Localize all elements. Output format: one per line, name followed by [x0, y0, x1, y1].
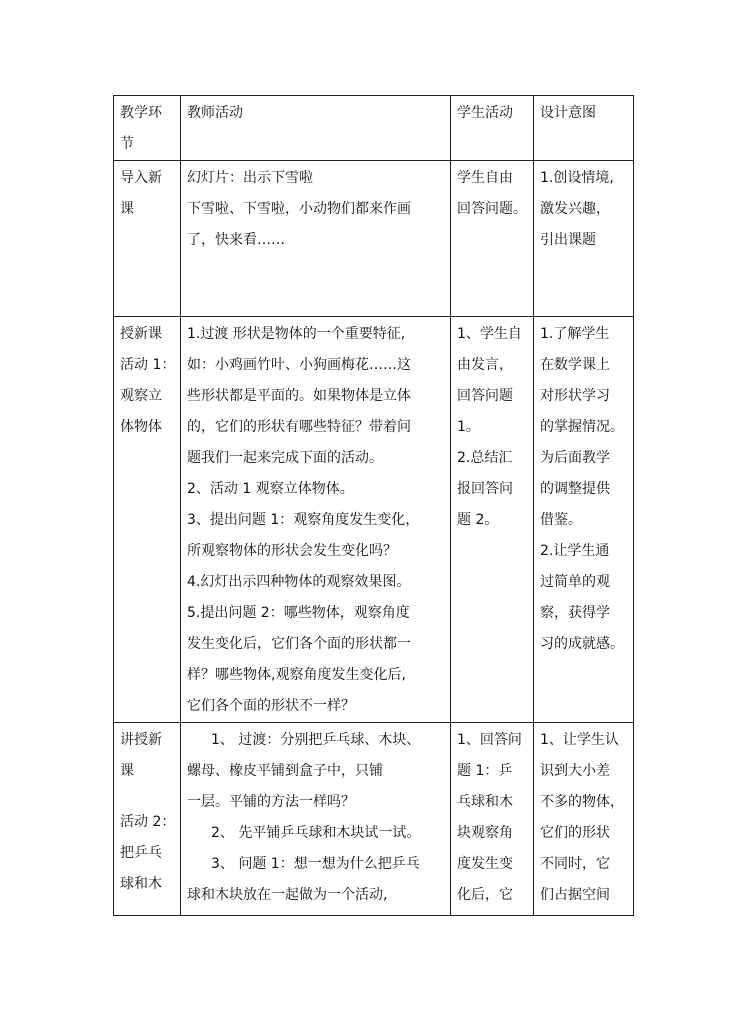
- cell-line: 球和木: [120, 876, 162, 892]
- cell-line: 1.过渡 形状是物体的一个重要特征,: [187, 326, 406, 342]
- cell-line: 2、 先平铺乒乓球和木块试一试。: [211, 825, 421, 841]
- cell-line: 样？哪些物体,观察角度发生变化后,: [187, 667, 406, 683]
- table-row: [114, 723, 634, 916]
- cell-line: 的调整提供: [540, 481, 610, 497]
- cell-line: 1、回答问: [457, 732, 522, 748]
- cell-line: 它们的形状: [540, 825, 610, 841]
- cell-line: 1、学生自: [457, 326, 522, 342]
- cell-line: 借鉴。: [540, 512, 582, 528]
- cell-line: 了，快来看……: [187, 232, 285, 248]
- cell-line: 球和木块放在一起做为一个活动,: [187, 887, 388, 903]
- table-row: [114, 161, 634, 317]
- student-cell: [451, 723, 534, 916]
- cell-line: 一层。平铺的方法一样吗？: [187, 794, 355, 810]
- cell-line: 螺母、橡皮平铺到盒子中，只铺: [187, 763, 383, 779]
- header-stage-cell: [114, 96, 181, 161]
- cell-line: 幻灯片：出示下雪啦: [187, 170, 313, 186]
- cell-line: 活动 2：: [120, 814, 176, 830]
- intent-cell: [534, 317, 634, 723]
- stage-cell: [114, 723, 181, 916]
- student-cell: [451, 317, 534, 723]
- cell-line: 下雪啦、下雪啦，小动物们都来作画: [187, 201, 411, 217]
- cell-line: 1、让学生认: [540, 732, 619, 748]
- cell-line: 体物体: [120, 419, 162, 435]
- cell-line: 激发兴趣，: [540, 201, 610, 217]
- table-row: [114, 317, 634, 723]
- cell-line: 观察立: [120, 388, 162, 404]
- cell-line: 报回答问: [457, 481, 513, 497]
- header-teacher-cell: [181, 96, 451, 161]
- cell-line: 的掌握情况。: [540, 419, 624, 435]
- cell-line: 在数学课上: [540, 357, 610, 373]
- header-intent-label: 设计意图: [540, 105, 596, 121]
- header-intent-cell: [534, 96, 634, 161]
- teacher-cell: [181, 317, 451, 723]
- cell-line: 导入新: [120, 170, 162, 186]
- cell-line: 4.幻灯出示四种物体的观察效果图。: [187, 574, 411, 590]
- cell-line: 对形状学习: [540, 388, 610, 404]
- cell-line: 1、 过渡：分别把乒乓球、木块、: [211, 732, 421, 748]
- header-student-cell: [451, 96, 534, 161]
- cell-line: 不多的物体，: [540, 794, 624, 810]
- cell-line: 教学环: [120, 105, 162, 121]
- cell-line: 过简单的观: [540, 574, 610, 590]
- intent-cell: [534, 723, 634, 916]
- cell-line: 课: [120, 763, 134, 779]
- cell-line: 讲授新: [120, 732, 162, 748]
- cell-line: 回答问题: [457, 388, 513, 404]
- cell-line: 习的成就感。: [540, 636, 624, 652]
- cell-line: 度发生变: [457, 856, 513, 872]
- cell-line: 题我们一起来完成下面的活动。: [187, 450, 383, 466]
- cell-line: 些形状都是平面的。如果物体是立体: [187, 388, 411, 404]
- cell-line: 1.了解学生: [540, 326, 610, 342]
- cell-line: 为后面教学: [540, 450, 610, 466]
- header-student-label: 学生活动: [457, 105, 513, 121]
- student-cell: [451, 161, 534, 317]
- teacher-cell: [181, 723, 451, 916]
- cell-line: 2、活动 1 观察立体物体。: [187, 481, 354, 497]
- intent-cell: [534, 161, 634, 317]
- cell-gap: [120, 787, 176, 807]
- cell-line: 如：小鸡画竹叶、小狗画梅花……这: [187, 357, 411, 373]
- cell-line: 3、提出问题 1：观察角度发生变化，: [187, 512, 420, 528]
- stage-cell: [114, 317, 181, 723]
- cell-line: 引出课题: [540, 232, 596, 248]
- cell-line: 活动 1：: [120, 357, 176, 373]
- stage-cell: [114, 161, 181, 317]
- header-teacher-label: 教师活动: [187, 105, 243, 121]
- cell-line: 1.创设情境,: [540, 170, 614, 186]
- cell-line: 识到大小差: [540, 763, 610, 779]
- lesson-plan-table: [113, 95, 634, 916]
- cell-line: 2.总结汇: [457, 450, 513, 466]
- cell-line: 察，获得学: [540, 605, 610, 621]
- cell-line: 不同时，它: [540, 856, 610, 872]
- cell-line: 乓球和木: [457, 794, 513, 810]
- header-row: [114, 96, 634, 161]
- cell-line: 题 2。: [457, 512, 499, 528]
- cell-line: 2.让学生通: [540, 543, 610, 559]
- cell-line: 学生自由: [457, 170, 513, 186]
- cell-line: 由发言，: [457, 357, 513, 373]
- cell-line: 节: [120, 136, 134, 152]
- cell-line: 化后，它: [457, 887, 513, 903]
- cell-line: 们占据空间: [540, 887, 610, 903]
- cell-line: 块观察角: [457, 825, 513, 841]
- cell-line: 课: [120, 201, 134, 217]
- cell-line: 它们各个面的形状不一样？: [187, 698, 355, 714]
- cell-line: 1。: [457, 419, 480, 435]
- cell-line: 授新课: [120, 326, 162, 342]
- cell-line: 的，它们的形状有哪些特征？带着问: [187, 419, 411, 435]
- cell-line: 3、 问题 1：想一想为什么把乒乓: [211, 856, 420, 872]
- cell-line: 所观察物体的形状会发生变化吗？: [187, 543, 397, 559]
- cell-line: 把乒乓: [120, 845, 162, 861]
- teacher-cell: [181, 161, 451, 317]
- cell-line: 发生变化后，它们各个面的形状都一: [187, 636, 411, 652]
- cell-line: 题 1：乒: [457, 763, 513, 779]
- cell-line: 5.提出问题 2：哪些物体，观察角度: [187, 605, 410, 621]
- cell-line: 回答问题。: [457, 201, 527, 217]
